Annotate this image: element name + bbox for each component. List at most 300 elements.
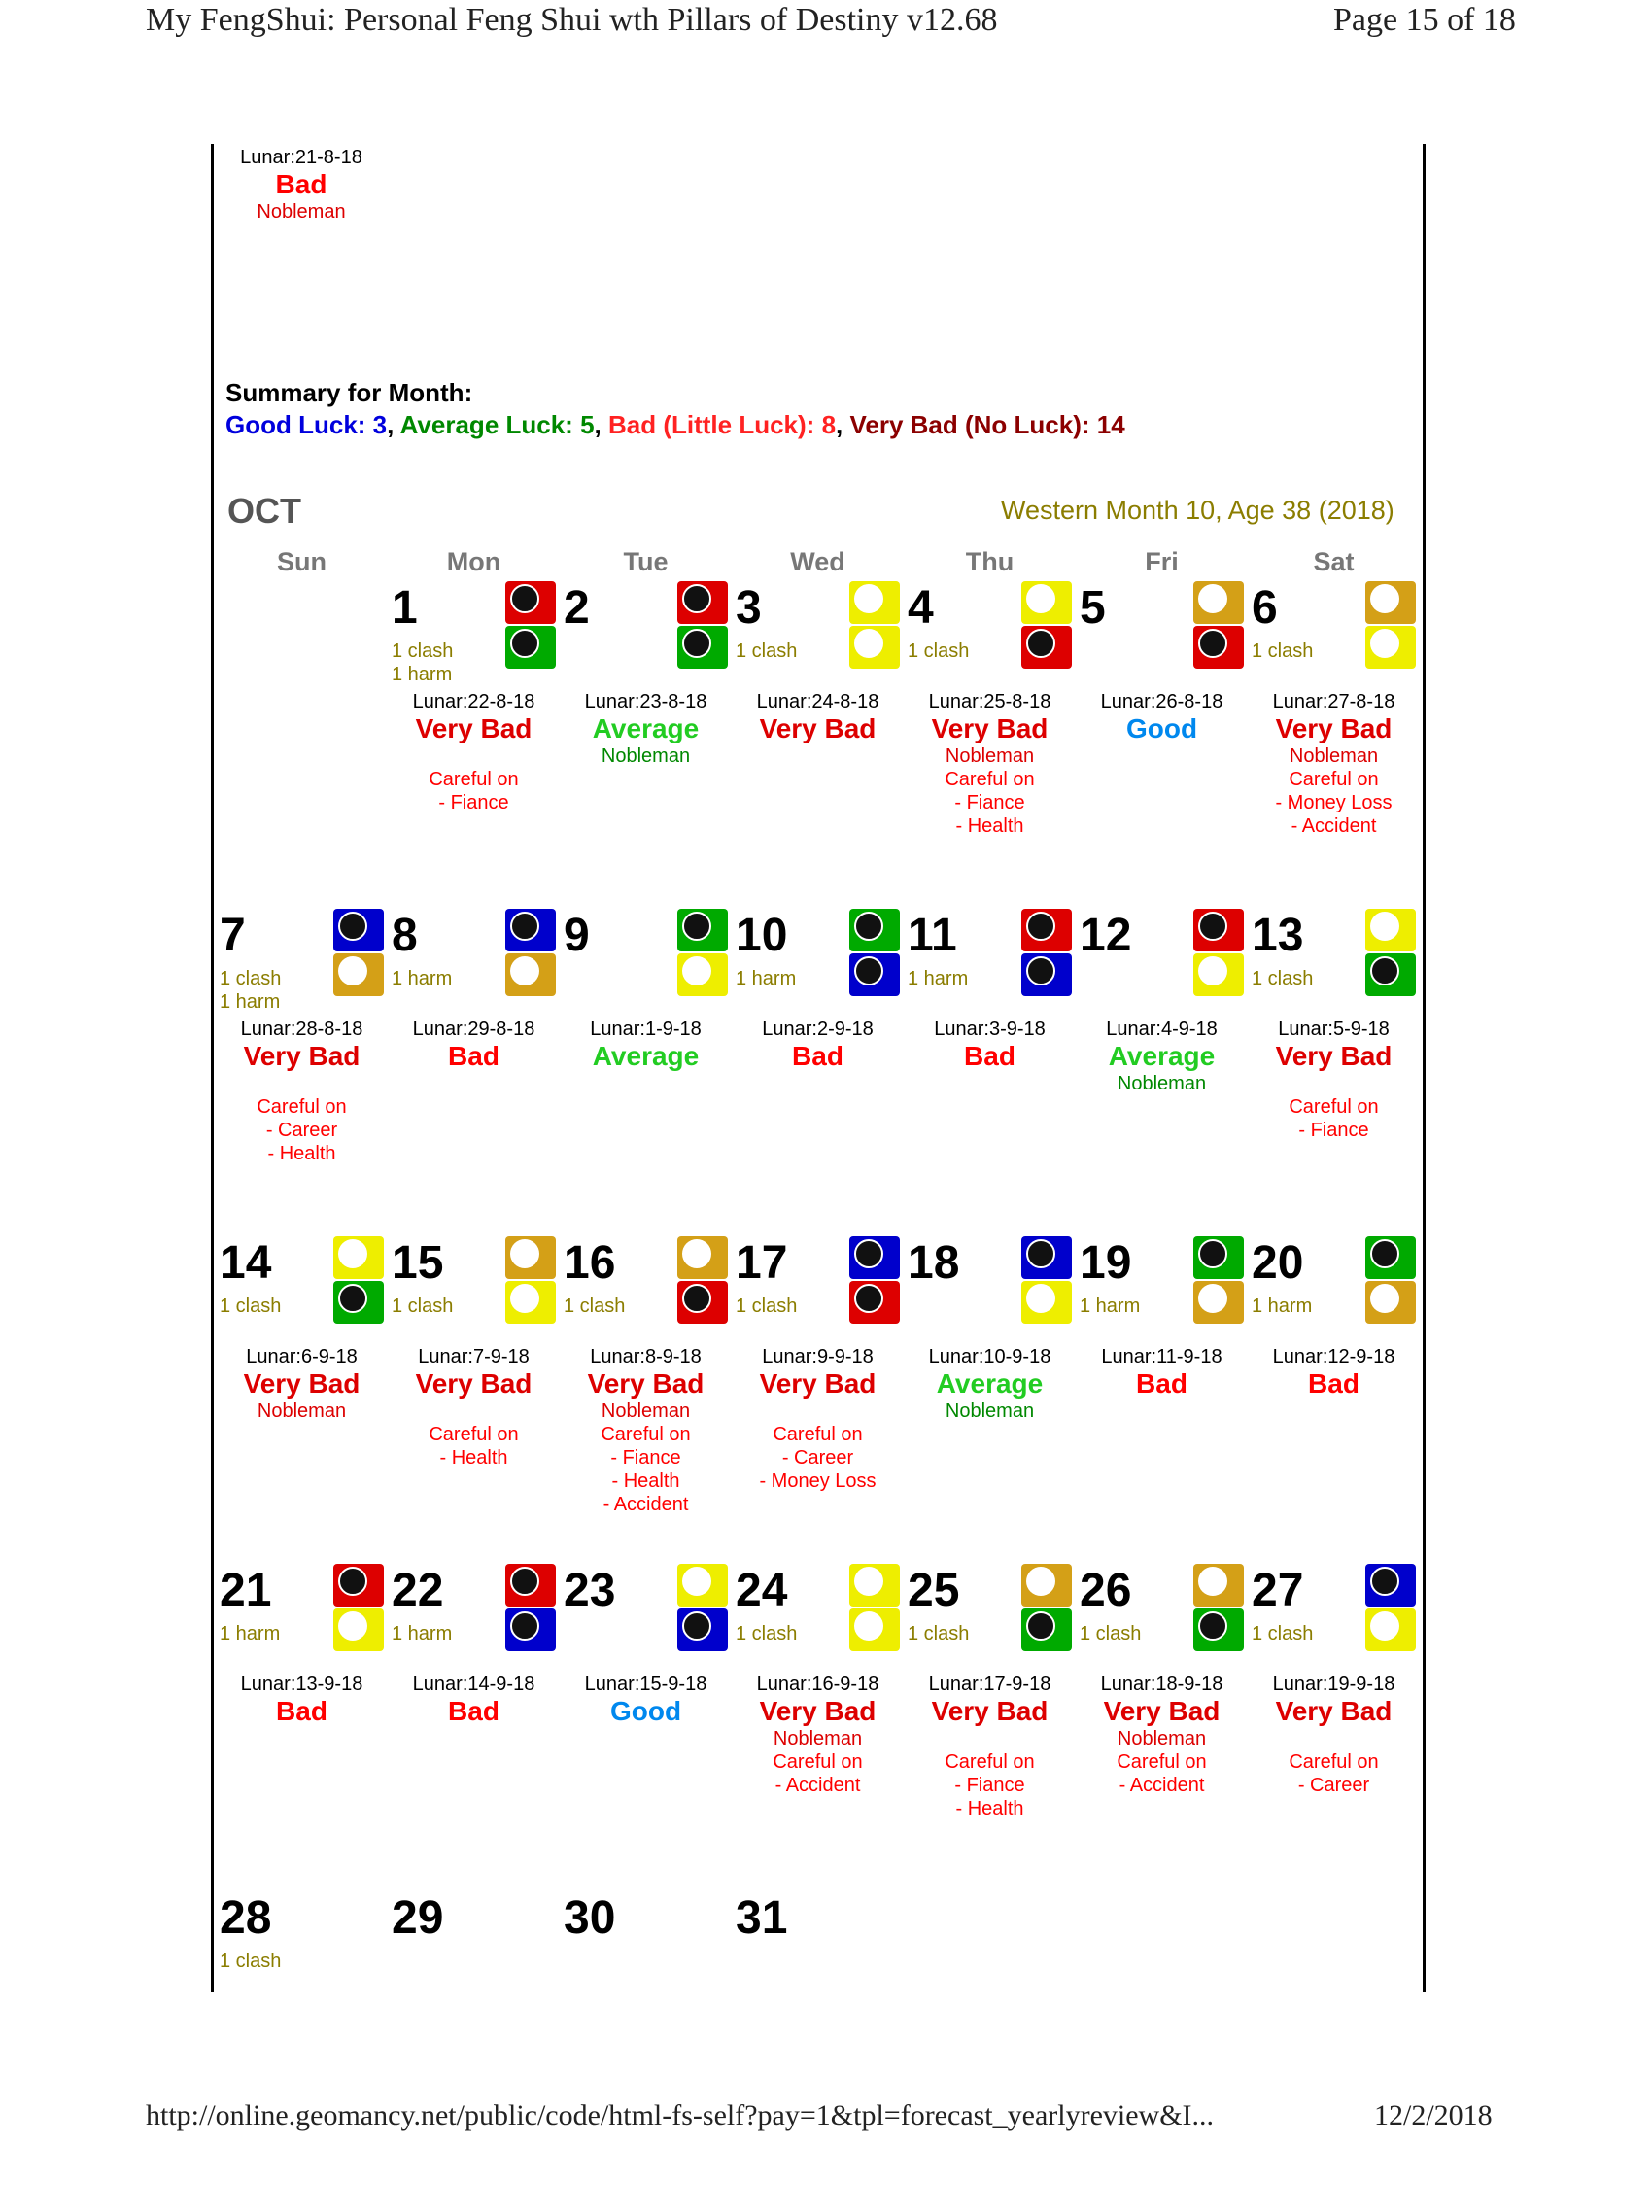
day-number: 3 [736, 582, 762, 634]
average-luck-value: 5 [580, 410, 595, 439]
careful-note: - Accident [1291, 815, 1377, 837]
earthly-branch-icon [1193, 626, 1244, 669]
lunar-date: Lunar:12-9-18 [1272, 1346, 1395, 1367]
day-number: 5 [1080, 582, 1106, 634]
day-info [732, 690, 904, 744]
heavenly-stem-icon [1365, 1564, 1416, 1607]
day-info [1248, 1345, 1420, 1400]
careful-note: Careful on [945, 1751, 1035, 1773]
pillar-icons [677, 1236, 728, 1326]
pillar-icons [849, 1564, 900, 1653]
day-cell [388, 1564, 560, 1884]
day-rating: Bad [276, 1696, 327, 1726]
careful-note: Careful on [773, 1424, 863, 1445]
day-cell [1248, 581, 1420, 902]
pillar-icons [1021, 1564, 1072, 1653]
day-number: 1 [392, 582, 418, 634]
pillar-icons [505, 1236, 556, 1326]
clash-harm-notes [220, 1950, 281, 1973]
earthly-branch-icon [849, 953, 900, 996]
careful-note: Careful on [601, 1424, 691, 1445]
nobleman-note: Nobleman [257, 201, 346, 223]
day-number: 31 [736, 1892, 788, 1944]
lunar-date: Lunar:14-9-18 [412, 1674, 535, 1695]
day-rating: Average [1108, 1041, 1216, 1071]
heavenly-stem-icon [677, 909, 728, 951]
good-luck-label: Good Luck: [225, 410, 373, 439]
day-number: 2 [564, 582, 590, 634]
day-rating: Bad [275, 169, 327, 199]
earthly-branch-icon [505, 626, 556, 669]
clash-harm-notes [220, 1622, 280, 1645]
heavenly-stem-icon [677, 1564, 728, 1607]
clash-harm-note: 1 clash [1252, 640, 1314, 662]
day-number: 29 [392, 1892, 444, 1944]
clash-harm-note: 1 clash [1080, 1623, 1142, 1644]
footer-date: 12/2/2018 [1374, 2099, 1493, 2131]
heavenly-stem-icon [849, 581, 900, 624]
day-number: 10 [736, 910, 788, 961]
clash-harm-note: 1 clash [736, 1623, 798, 1644]
earthly-branch-icon [849, 626, 900, 669]
earthly-branch-icon [1193, 953, 1244, 996]
clash-harm-notes [1252, 1622, 1313, 1645]
pillar-icons [1193, 581, 1244, 671]
clash-harm-notes [392, 1295, 453, 1318]
clash-harm-notes [736, 1622, 797, 1645]
lunar-date: Lunar:26-8-18 [1100, 691, 1223, 712]
earthly-branch-icon [333, 1608, 384, 1651]
nobleman-note: Nobleman [945, 745, 1035, 767]
clash-harm-notes [908, 967, 968, 990]
clash-harm-note: 1 clash [736, 1296, 798, 1317]
day-cell [388, 909, 560, 1229]
pillar-icons [849, 581, 900, 671]
lunar-date: Lunar:13-9-18 [240, 1674, 363, 1695]
clash-harm-notes [1252, 1295, 1312, 1318]
careful-note: - Health [611, 1470, 680, 1492]
day-number: 11 [908, 910, 957, 961]
lunar-date: Lunar:23-8-18 [584, 691, 707, 712]
pillar-icons [505, 1564, 556, 1653]
day-number: 22 [392, 1565, 444, 1616]
clash-harm-note: 1 harm [1252, 1296, 1313, 1317]
day-cell [560, 1564, 732, 1884]
earthly-branch-icon [849, 1281, 900, 1324]
earthly-branch-icon [1365, 1608, 1416, 1651]
day-number: 21 [220, 1565, 272, 1616]
previous-day-cell [214, 146, 389, 224]
heavenly-stem-icon [1193, 1236, 1244, 1279]
day-number: 23 [564, 1565, 616, 1616]
day-cell [560, 581, 732, 902]
careful-note: - Fiance [1298, 1120, 1369, 1141]
day-number: 7 [220, 910, 246, 961]
weekday-thu: Thu [965, 547, 1015, 576]
careful-note: Careful on [429, 1424, 519, 1445]
pillar-icons [1021, 909, 1072, 998]
day-rating: Very Bad [415, 1368, 533, 1399]
clash-harm-note: 1 clash [392, 640, 454, 662]
day-cell [732, 909, 904, 1229]
summary-title: Summary for Month: [225, 378, 473, 407]
pillar-icons [677, 909, 728, 998]
day-rating: Very Bad [931, 1696, 1049, 1726]
earthly-branch-icon [333, 953, 384, 996]
nobleman-note: Nobleman [601, 745, 691, 767]
pillar-icons [333, 1564, 384, 1653]
heavenly-stem-icon [677, 1236, 728, 1279]
pillar-icons [1365, 1564, 1416, 1653]
lunar-date: Lunar:27-8-18 [1272, 691, 1395, 712]
day-rating: Bad [964, 1041, 1015, 1071]
lunar-date: Lunar:8-9-18 [590, 1346, 702, 1367]
clash-harm-note: 1 harm [392, 1623, 453, 1644]
clash-harm-notes [1080, 1295, 1140, 1318]
day-rating: Average [936, 1368, 1044, 1399]
nobleman-note: Nobleman [1117, 1728, 1207, 1749]
day-number: 9 [564, 910, 590, 961]
day-info [388, 1345, 560, 1469]
day-cell [904, 1236, 1076, 1557]
earthly-branch-icon [677, 626, 728, 669]
day-info [1076, 1345, 1248, 1400]
day-rating: Average [592, 1041, 700, 1071]
day-number: 26 [1080, 1565, 1132, 1616]
day-cell [388, 1891, 560, 2212]
day-cell [216, 1891, 388, 2212]
heavenly-stem-icon [505, 909, 556, 951]
clash-harm-notes [220, 1295, 281, 1318]
day-info [1248, 1018, 1420, 1142]
careful-note: Careful on [945, 769, 1035, 790]
day-cell [216, 1564, 388, 1884]
heavenly-stem-icon [1365, 909, 1416, 951]
clash-harm-notes [220, 967, 281, 1014]
nobleman-note: Nobleman [1117, 1073, 1207, 1094]
day-info [216, 1018, 388, 1165]
lunar-date: Lunar:11-9-18 [1101, 1346, 1222, 1367]
clash-harm-note: 1 harm [908, 968, 969, 989]
lunar-date: Lunar:25-8-18 [928, 691, 1051, 712]
clash-harm-notes [736, 1295, 797, 1318]
careful-note: Careful on [429, 769, 519, 790]
nobleman-note: Nobleman [773, 1728, 863, 1749]
heavenly-stem-icon [333, 1236, 384, 1279]
lunar-date: Lunar:16-9-18 [756, 1674, 879, 1695]
pillar-icons [505, 909, 556, 998]
day-rating: Good [1125, 713, 1198, 743]
day-info [388, 1018, 560, 1072]
pillar-icons [333, 909, 384, 998]
very-bad-luck-label: Very Bad (No Luck): [849, 410, 1097, 439]
heavenly-stem-icon [1365, 1236, 1416, 1279]
day-cell [216, 909, 388, 1229]
careful-note: Careful on [773, 1751, 863, 1773]
clash-harm-note: 1 clash [220, 1296, 282, 1317]
day-cell [388, 1236, 560, 1557]
day-rating: Bad [448, 1041, 499, 1071]
western-month-label: Western Month 10, Age 38 (2018) [1001, 496, 1394, 525]
good-luck-value: 3 [372, 410, 388, 439]
pillar-icons [1021, 1236, 1072, 1326]
lunar-date: Lunar:6-9-18 [246, 1346, 358, 1367]
careful-note: - Health [439, 1447, 508, 1469]
careful-note: - Career [1297, 1775, 1370, 1796]
lunar-date: Lunar:21-8-18 [240, 147, 362, 168]
footer-url: http://online.geomancy.net/public/code/html-fs-self?pay=1&tpl=forecast_yearlyreview&I... [146, 2099, 1215, 2131]
clash-harm-notes [908, 639, 969, 663]
day-info [560, 1345, 732, 1516]
earthly-branch-icon [505, 1281, 556, 1324]
lunar-date: Lunar:17-9-18 [928, 1674, 1051, 1695]
heavenly-stem-icon [1021, 1564, 1072, 1607]
clash-harm-note: 1 clash [908, 640, 970, 662]
careful-note: - Money Loss [759, 1470, 877, 1492]
month-name: OCT [227, 491, 301, 531]
day-cell [560, 909, 732, 1229]
day-number: 16 [564, 1237, 616, 1289]
clash-harm-notes [392, 967, 452, 990]
clash-harm-note: 1 clash [908, 1623, 970, 1644]
heavenly-stem-icon [677, 581, 728, 624]
document-title: My FengShui: Personal Feng Shui wth Pillars of Destiny v12.68 [146, 2, 998, 38]
careful-note: - Career [265, 1120, 338, 1141]
day-info [904, 690, 1076, 838]
heavenly-stem-icon [505, 581, 556, 624]
pillar-icons [1021, 581, 1072, 671]
day-number: 4 [908, 582, 934, 634]
day-rating: Very Bad [1275, 713, 1393, 743]
average-luck-label: Average Luck: [399, 410, 581, 439]
clash-harm-notes [736, 639, 797, 663]
careful-note: - Fiance [954, 792, 1025, 813]
earthly-branch-icon [1021, 953, 1072, 996]
day-number: 17 [736, 1237, 788, 1289]
day-rating: Very Bad [243, 1368, 361, 1399]
pillar-icons [849, 909, 900, 998]
careful-note: - Health [267, 1143, 336, 1164]
pillar-icons [1365, 909, 1416, 998]
lunar-date: Lunar:7-9-18 [418, 1346, 530, 1367]
clash-harm-note: 1 clash [220, 1951, 282, 1972]
day-cell [732, 1564, 904, 1884]
nobleman-note: Nobleman [601, 1400, 691, 1422]
weekday-sat: Sat [1313, 547, 1355, 576]
careful-note: - Health [955, 815, 1024, 837]
careful-note: Careful on [1289, 1096, 1379, 1118]
day-cell [1076, 1236, 1248, 1557]
weekday-tue: Tue [623, 547, 669, 576]
pillar-icons [1365, 1236, 1416, 1326]
day-cell [1076, 909, 1248, 1229]
clash-harm-notes [392, 1622, 452, 1645]
lunar-date: Lunar:4-9-18 [1106, 1019, 1218, 1040]
clash-harm-note: 1 harm [736, 968, 797, 989]
heavenly-stem-icon [1365, 581, 1416, 624]
day-rating: Very Bad [1103, 1696, 1221, 1726]
day-info [732, 1673, 904, 1797]
day-cell [1076, 1564, 1248, 1884]
careful-note: - Fiance [954, 1775, 1025, 1796]
clash-harm-note: 1 harm [392, 968, 453, 989]
day-info [732, 1345, 904, 1493]
careful-note: Careful on [1289, 1751, 1379, 1773]
pillar-icons [505, 581, 556, 671]
pillar-icons [677, 1564, 728, 1653]
careful-note: - Accident [1119, 1775, 1205, 1796]
clash-harm-note: 1 harm [392, 664, 453, 685]
day-info [216, 1673, 388, 1727]
careful-note: - Fiance [438, 792, 509, 813]
day-info [560, 690, 732, 768]
day-number: 12 [1080, 910, 1132, 961]
clash-harm-note: 1 clash [392, 1296, 454, 1317]
nobleman-note: Nobleman [257, 1400, 347, 1422]
clash-harm-notes [1252, 639, 1313, 663]
nobleman-note: Nobleman [1289, 745, 1379, 767]
clash-harm-notes [1080, 1622, 1141, 1645]
day-info [1076, 690, 1248, 744]
heavenly-stem-icon [333, 909, 384, 951]
day-info [1248, 690, 1420, 838]
weekday-sun: Sun [277, 547, 327, 576]
day-number: 13 [1252, 910, 1304, 961]
day-cell [560, 1236, 732, 1557]
weekday-wed: Wed [790, 547, 845, 576]
earthly-branch-icon [1021, 1608, 1072, 1651]
day-info [904, 1345, 1076, 1423]
day-rating: Very Bad [759, 1368, 877, 1399]
heavenly-stem-icon [1193, 1564, 1244, 1607]
heavenly-stem-icon [849, 909, 900, 951]
lunar-date: Lunar:29-8-18 [412, 1019, 535, 1040]
day-info [1076, 1673, 1248, 1797]
earthly-branch-icon [1193, 1281, 1244, 1324]
day-rating: Very Bad [587, 1368, 705, 1399]
day-number: 30 [564, 1892, 616, 1944]
pillar-icons [1193, 1564, 1244, 1653]
clash-harm-notes [392, 639, 453, 686]
pillar-icons [1365, 581, 1416, 671]
day-rating: Bad [1308, 1368, 1359, 1399]
careful-note: - Accident [774, 1775, 861, 1796]
day-number: 20 [1252, 1237, 1304, 1289]
clash-harm-note: 1 clash [220, 968, 282, 989]
heavenly-stem-icon [505, 1564, 556, 1607]
careful-note: - Money Loss [1275, 792, 1393, 813]
earthly-branch-icon [1021, 626, 1072, 669]
earthly-branch-icon [849, 1608, 900, 1651]
lunar-date: Lunar:22-8-18 [412, 691, 535, 712]
pillar-icons [849, 1236, 900, 1326]
day-rating: Average [592, 713, 700, 743]
heavenly-stem-icon [1193, 909, 1244, 951]
day-rating: Very Bad [759, 713, 877, 743]
day-cell [904, 1564, 1076, 1884]
day-cell [560, 1891, 732, 2212]
careful-note: - Accident [602, 1494, 689, 1515]
careful-note: - Health [955, 1798, 1024, 1819]
lunar-date: Lunar:19-9-18 [1272, 1674, 1395, 1695]
pillar-icons [1193, 909, 1244, 998]
lunar-date: Lunar:5-9-18 [1278, 1019, 1390, 1040]
clash-harm-note: 1 harm [220, 1623, 281, 1644]
day-info [216, 1345, 388, 1423]
day-cell [732, 581, 904, 902]
lunar-date: Lunar:2-9-18 [762, 1019, 874, 1040]
weekday-fri: Fri [1145, 547, 1179, 576]
heavenly-stem-icon [1021, 909, 1072, 951]
lunar-date: Lunar:18-9-18 [1100, 1674, 1223, 1695]
left-border [211, 144, 214, 1992]
day-rating: Very Bad [1275, 1696, 1393, 1726]
clash-harm-note: 1 clash [1252, 1623, 1314, 1644]
heavenly-stem-icon [1193, 581, 1244, 624]
pillar-icons [333, 1236, 384, 1326]
careful-note: Careful on [1289, 769, 1379, 790]
careful-note: - Career [781, 1447, 854, 1469]
day-rating: Bad [1136, 1368, 1187, 1399]
heavenly-stem-icon [849, 1564, 900, 1607]
earthly-branch-icon [1365, 1281, 1416, 1324]
careful-note: Careful on [1117, 1751, 1207, 1773]
day-rating: Good [609, 1696, 682, 1726]
summary-counts: Good Luck: 3, Average Luck: 5, Bad (Little Luck): 8, Very Bad (No Luck): 14 [225, 410, 1125, 439]
heavenly-stem-icon [505, 1236, 556, 1279]
earthly-branch-icon [333, 1281, 384, 1324]
bad-luck-label: Bad (Little Luck): [608, 410, 822, 439]
day-number: 18 [908, 1237, 960, 1289]
earthly-branch-icon [677, 1281, 728, 1324]
heavenly-stem-icon [1021, 581, 1072, 624]
heavenly-stem-icon [1021, 1236, 1072, 1279]
weekday-mon: Mon [446, 547, 501, 576]
day-cell [732, 1236, 904, 1557]
clash-harm-note: 1 clash [736, 640, 798, 662]
earthly-branch-icon [677, 953, 728, 996]
day-info [560, 1018, 732, 1072]
earthly-branch-icon [1365, 626, 1416, 669]
lunar-date: Lunar:24-8-18 [756, 691, 879, 712]
day-rating: Very Bad [931, 713, 1049, 743]
pillar-icons [1193, 1236, 1244, 1326]
earthly-branch-icon [1365, 953, 1416, 996]
very-bad-luck-value: 14 [1096, 410, 1125, 439]
day-info [1076, 1018, 1248, 1095]
pillar-icons [677, 581, 728, 671]
earthly-branch-icon [677, 1608, 728, 1651]
lunar-date: Lunar:10-9-18 [928, 1346, 1051, 1367]
day-number: 6 [1252, 582, 1278, 634]
day-cell [904, 909, 1076, 1229]
day-rating: Bad [792, 1041, 843, 1071]
nobleman-note: Nobleman [945, 1400, 1035, 1422]
page-number: Page 15 of 18 [1333, 2, 1516, 38]
clash-harm-note: 1 harm [1080, 1296, 1141, 1317]
day-rating: Very Bad [243, 1041, 361, 1071]
day-rating: Very Bad [1275, 1041, 1393, 1071]
day-rating: Very Bad [759, 1696, 877, 1726]
day-rating: Very Bad [415, 713, 533, 743]
careful-note: - Fiance [610, 1447, 681, 1469]
day-info [904, 1018, 1076, 1072]
clash-harm-note: 1 clash [564, 1296, 626, 1317]
clash-harm-note: 1 clash [1252, 968, 1314, 989]
day-number: 28 [220, 1892, 272, 1944]
day-number: 8 [392, 910, 418, 961]
bad-luck-value: 8 [821, 410, 837, 439]
